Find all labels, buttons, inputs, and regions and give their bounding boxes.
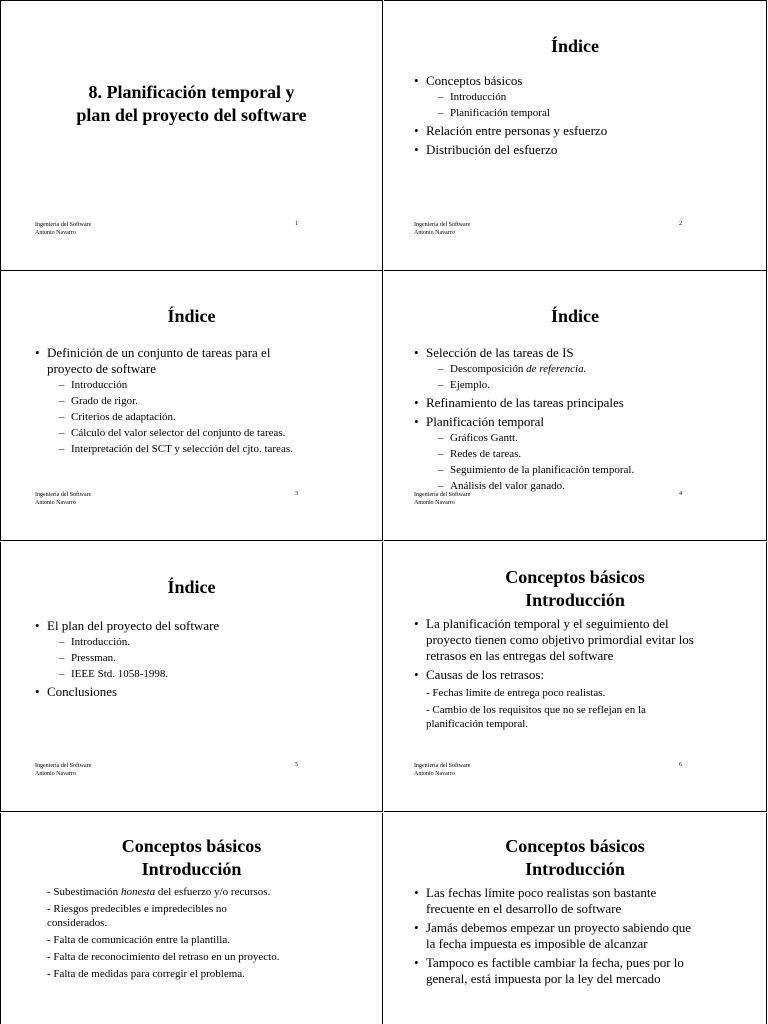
slide-8 <box>384 813 767 1024</box>
footer-course: Ingeniería del Software <box>35 222 92 228</box>
slide-footer <box>414 221 686 237</box>
bullet-list <box>35 885 282 984</box>
list-subitem: – Planificación temporal <box>426 106 746 120</box>
list-subitem: - Falta de comunicación entre la plantilla. <box>47 934 230 946</box>
slide-footer <box>414 762 686 778</box>
title-line: Conceptos básicos <box>505 836 645 856</box>
slide-title <box>384 835 766 881</box>
bullet-list <box>35 345 312 459</box>
slide-2 <box>384 0 767 271</box>
slide-footer <box>414 491 686 507</box>
title-line: Conceptos básicos <box>505 567 645 587</box>
list-item: • La planificación temporal y el seguimiento del proyecto tienen como objetivo primordial evitar los retrasos en las entregas del software <box>414 616 696 664</box>
list-subitem: – Grado de rigor. <box>47 394 312 408</box>
slide-title: Índice <box>550 36 599 56</box>
footer-author: Antonio Navarro <box>414 230 455 236</box>
footer-author: Antonio Navarro <box>35 771 76 777</box>
footer-author: Antonio Navarro <box>35 230 76 236</box>
list-item: • Selección de las tareas de IS – Descomposición de referencia. – Ejemplo. <box>414 345 746 392</box>
bullet-list <box>414 345 746 496</box>
page-number: 6 <box>679 762 682 768</box>
list-item: • Distribución del esfuerzo <box>414 142 746 158</box>
list-item: • Conceptos básicos – Introducción – Planificación temporal <box>414 73 746 120</box>
list-subitem: – Introducción <box>47 378 312 392</box>
list-subitem: – Seguimiento de la planificación temporal. <box>426 463 746 477</box>
list-item: • Conclusiones <box>35 684 362 700</box>
list-subitem: - Subestimación honesta del esfuerzo y/o recursos. <box>47 886 271 898</box>
slide-footer <box>35 762 302 778</box>
title-line: 8. Planificación temporal y <box>88 82 295 102</box>
list-subitem: – Interpretación del SCT y selección del cjto. tareas. <box>47 442 312 456</box>
page-number: 1 <box>295 221 298 227</box>
footer-course: Ingeniería del Software <box>414 492 471 498</box>
title-line: Introducción <box>525 590 625 610</box>
slide-4 <box>384 271 767 541</box>
list-subitem: – Introducción. <box>47 635 362 649</box>
slide-7 <box>0 813 383 1024</box>
slide-footer <box>35 491 302 507</box>
list-item: • Definición de un conjunto de tareas para el proyecto de software – Introducción – Grado de rigor. – Criterios de adaptación. – Cálculo del valor selector del conjunto de tareas. – Interpretación del SCT y selección del cjto. tareas. <box>35 345 312 456</box>
list-item: • Las fechas límite poco realistas son bastante frecuente en el desarrollo de software <box>414 885 696 917</box>
list-subitem: - Falta de medidas para corregir el problema. <box>47 968 245 980</box>
list-item: • Tampoco es factible cambiar la fecha, pues por lo general, está impuesta por la ley del mercado <box>414 955 696 987</box>
bullet-list <box>414 616 696 734</box>
slide-title: Índice <box>550 306 599 326</box>
footer-author: Antonio Navarro <box>414 771 455 777</box>
list-item: • Jamás debemos empezar un proyecto sabiendo que la fecha impuesta es imposible de alcanzar <box>414 920 696 952</box>
slide-1 <box>0 0 383 271</box>
page-number: 4 <box>679 491 682 497</box>
list-subitem: – Análisis del valor ganado. <box>426 479 746 493</box>
page-number: 3 <box>295 491 298 497</box>
list-item: • El plan del proyecto del software – Introducción. – Pressman. – IEEE Std. 1058-1998. <box>35 618 362 681</box>
footer-course: Ingeniería del Software <box>35 763 92 769</box>
slide-5 <box>0 542 383 812</box>
title-line: Introducción <box>141 859 242 879</box>
slide-title <box>1 835 382 881</box>
page-number: 5 <box>295 762 298 768</box>
bullet-list <box>414 885 696 990</box>
footer-author: Antonio Navarro <box>35 500 76 506</box>
slide-title: Índice <box>167 577 216 597</box>
bullet-list <box>35 618 362 703</box>
title-line: Introducción <box>525 859 625 879</box>
slide-footer <box>35 221 302 237</box>
slide-3 <box>0 271 383 541</box>
list-subitem: - Falta de reconocimiento del retraso en un proyecto. <box>47 951 280 963</box>
list-subitem: – Gráficos Gantt. <box>426 431 746 445</box>
list-subitem: – Descomposición de referencia. <box>426 362 746 376</box>
footer-course: Ingeniería del Software <box>35 492 92 498</box>
list-subitem: – IEEE Std. 1058-1998. <box>47 667 362 681</box>
footer-course: Ingeniería del Software <box>414 763 471 769</box>
list-subitem: - Cambio de los requisitos que no se reflejan en la planificación temporal. <box>426 704 646 730</box>
list-subitem: – Criterios de adaptación. <box>47 410 312 424</box>
bullet-list <box>414 73 746 161</box>
footer-course: Ingeniería del Software <box>414 222 471 228</box>
title-line: plan del proyecto del software <box>76 105 307 125</box>
list-subitem: - Fechas límite de entrega poco realistas. <box>426 687 606 699</box>
list-item: • Relación entre personas y esfuerzo <box>414 123 746 139</box>
list-subitem: – Ejemplo. <box>426 378 746 392</box>
list-subitem: - Riesgos predecibles e impredecibles no considerados. <box>47 903 227 929</box>
page-number: 2 <box>679 221 682 227</box>
list-subitem: – Cálculo del valor selector del conjunto de tareas. <box>47 426 312 440</box>
slide-title <box>384 566 766 612</box>
list-subitem: – Introducción <box>426 90 746 104</box>
list-subitem: – Pressman. <box>47 651 362 665</box>
list-item: • Causas de los retrasos: <box>414 667 696 683</box>
slide-title: Índice <box>167 306 216 326</box>
title-line: Conceptos básicos <box>121 836 262 856</box>
list-item: • Planificación temporal – Gráficos Gantt. – Redes de tareas. – Seguimiento de la planificación temporal. – Análisis del valor ganado. <box>414 414 746 493</box>
slide-title <box>1 81 382 127</box>
slide-6 <box>384 542 767 812</box>
footer-author: Antonio Navarro <box>414 500 455 506</box>
list-subitem: – Redes de tareas. <box>426 447 746 461</box>
list-item: • Refinamiento de las tareas principales <box>414 395 746 411</box>
